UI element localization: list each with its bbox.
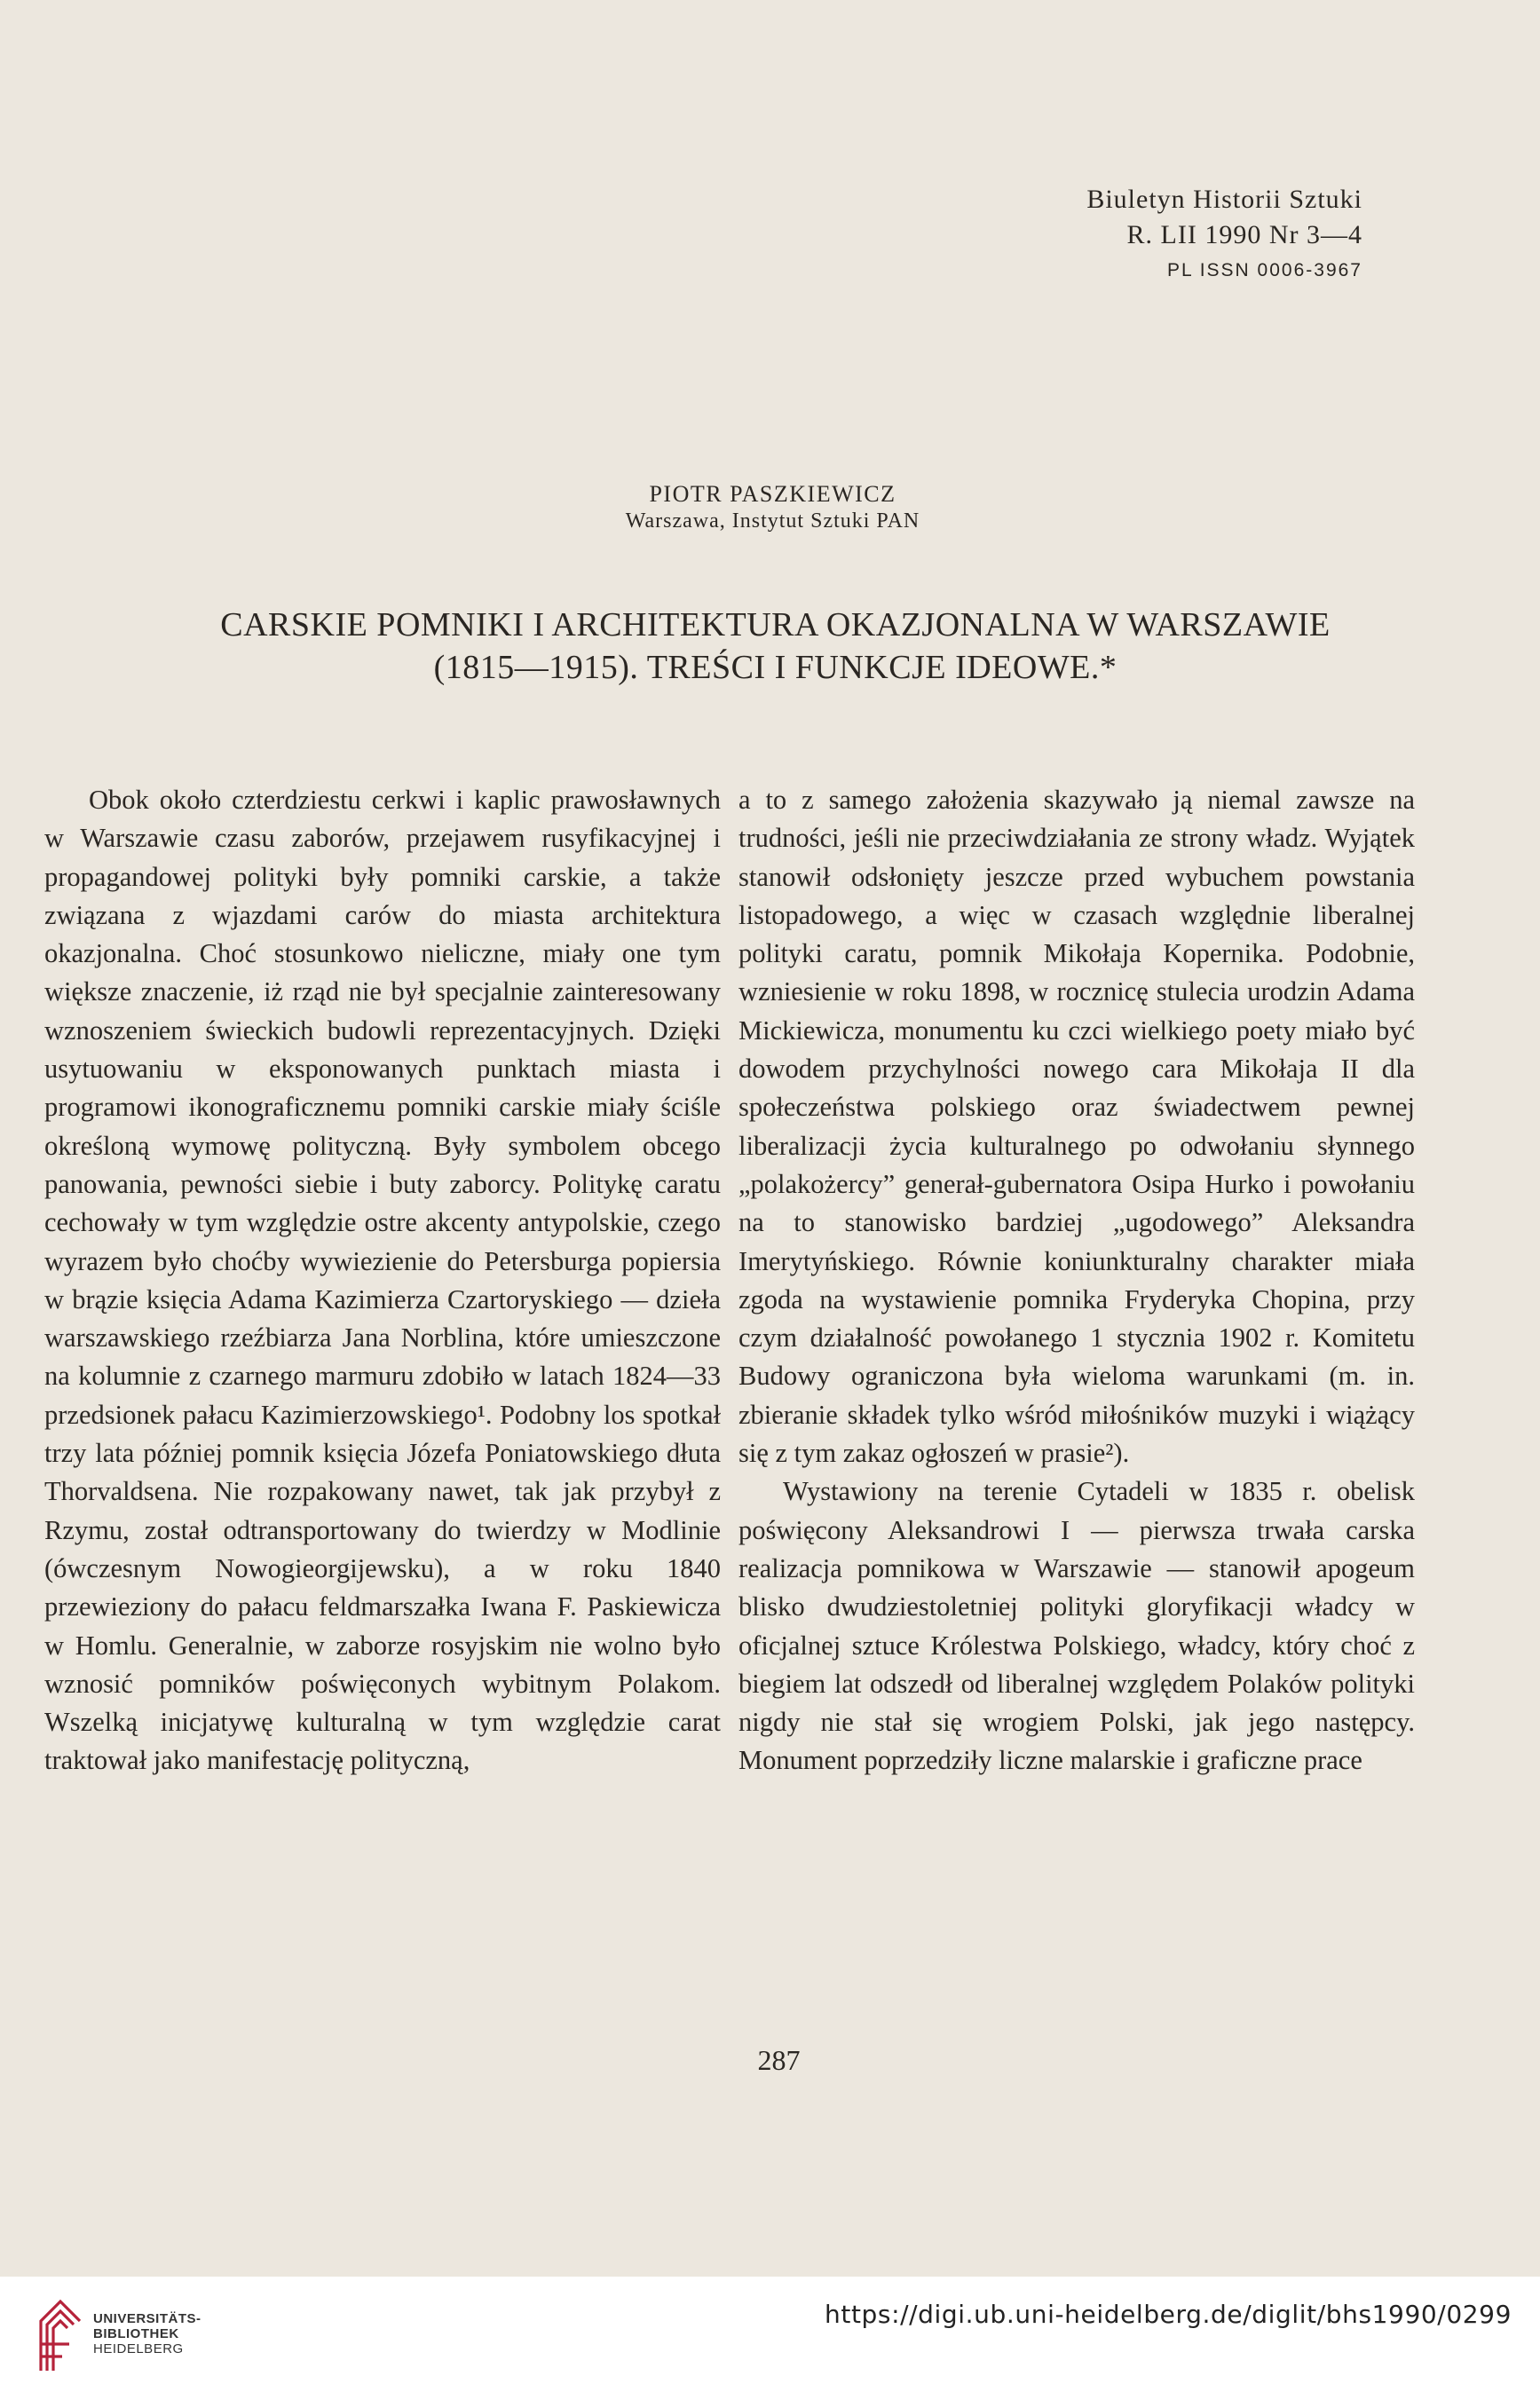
body-column-left [44,781,721,1780]
library-logo-icon [34,2294,85,2374]
footer-bar [0,2277,1540,2392]
journal-issn: PL ISSN 0006-3967 [1166,260,1362,280]
journal-header [1086,182,1362,288]
body-column-right [738,781,1415,1780]
paragraph: Wystawiony na terenie Cytadeli w 1835 r. obelisk poświęcony Aleksandrowi I — pierwsza trwała carska realizacja pomnikowa w Warszawie — stanowił apogeum blisko dwudziestoletniej polityki gloryfikacji władcy w oficjalnej sztuce Królestwa Polskiego, władcy, który choć z biegiem lat odszedł od liberalnej względem Polaków polityki nigdy nie stał się wrogiem Polski, jak jego następcy. Monument poprzedziły liczne malarskie i graficzne prace [738,1476,1415,1776]
author-block [3,481,1540,534]
library-line-2: BIBLIOTHEK [93,2326,179,2341]
paragraph: a to z samego założenia skazywało ją niemal zawsze na trudności, jeśli nie przeciwdziałania ze strony władz. Wyjątek stanowił odsłonięty jeszcze przed wybuchem powstania listopadowego, a więc w czasach względnie liberalnej polityki caratu, pomnik Mikołaja Kopernika. Podobnie, wzniesienie w roku 1898, w rocznicę stulecia urodzin Adama Mickiewicza, monumentu ku czci wielkiego poety miało być dowodem przychylności nowego cara Mikołaja II dla społeczeństwa polskiego oraz świadectwem pewnej liberalizacji życia kulturalnego po odwołaniu słynnego „polakożercy” generał-gubernatora Osipa Hurko i powołaniu na to stanowisko bardziej „ugodowego” Aleksandra Imerytyńskiego. Równie koniunkturalny charakter miała zgoda na wystawienie pomnika Fryderyka Chopina, przy czym działalność powołanego 1 stycznia 1902 r. Komitetu Budowy ograniczona była wieloma warunkami (m. in. zbieranie składek tylko wśród miłośników muzyki i wiążący się z tym zakaz ogłoszeń w prasie²). [738,785,1415,1469]
article-title [5,604,1540,689]
title-line-2: (1815—1915). TREŚCI I FUNKCJE IDEOWE.* [433,649,1117,686]
author-affiliation: Warszawa, Instytut Sztuki PAN [625,509,920,533]
library-line-1: UNIVERSITÄTS- [93,2311,201,2326]
library-name [93,2311,201,2356]
journal-name: Biuletyn Historii Sztuki [1086,185,1362,214]
title-line-1: CARSKIE POMNIKI I ARCHITEKTURA OKAZJONALNA W WARSZAWIE [220,606,1331,643]
page-number: 287 [757,2044,801,2076]
journal-volume: R. LII 1990 Nr 3—4 [1126,220,1362,249]
source-url-link[interactable]: https://digi.ub.uni-heidelberg.de/diglit/bhs1990/0299 [825,2300,1512,2329]
paragraph: Obok około czterdziestu cerkwi i kaplic prawosławnych w Warszawie czasu zaborów, przejawem rusyfikacyjnej i propagandowej polityki były pomniki carskie, a także związana z wjazdami carów do miasta architektura okazjonalna. Choć stosunkowo nieliczne, miały one tym większe znaczenie, iż rząd nie był specjalnie zainteresowany wznoszeniem świeckich budowli reprezentacyjnych. Dzięki usytuowaniu w eksponowanych punktach miasta i programowi ikonograficznemu pomniki carskie miały ściśle określoną wymowę polityczną. Były symbolem obcego panowania, pewności siebie i buty zaborcy. Politykę caratu cechowały w tym względzie ostre akcenty antypolskie, czego wyrazem było choćby wywiezienie do Petersburga popiersia w brązie księcia Adama Kazimierza Czartoryskiego — dzieła warszawskiego rzeźbiarza Jana Norblina, które umieszczone na kolumnie z czarnego marmuru zdobiło w latach 1824—33 przedsionek pałacu Kazimierzowskiego¹. Podobny los spotkał trzy lata później pomnik księcia Józefa Poniatowskiego dłuta Thorvaldsena. Nie rozpakowany nawet, tak jak przybył z Rzymu, został odtransportowany do twierdzy w Modlinie (ówczesnym Nowogieorgijewsku), a w roku 1840 przewieziony do pałacu feldmarszałka Iwana F. Paskiewicza w Homlu. Generalnie, w zaborze rosyjskim nie wolno było wznosić pomników poświęconych wybitnym Polakom. Wszelką inicjatywę kulturalną w tym względzie carat traktował jako manifestację polityczną, [44,785,721,1776]
author-name: PIOTR PASZKIEWICZ [649,481,896,507]
library-line-3: HEIDELBERG [93,2341,184,2356]
